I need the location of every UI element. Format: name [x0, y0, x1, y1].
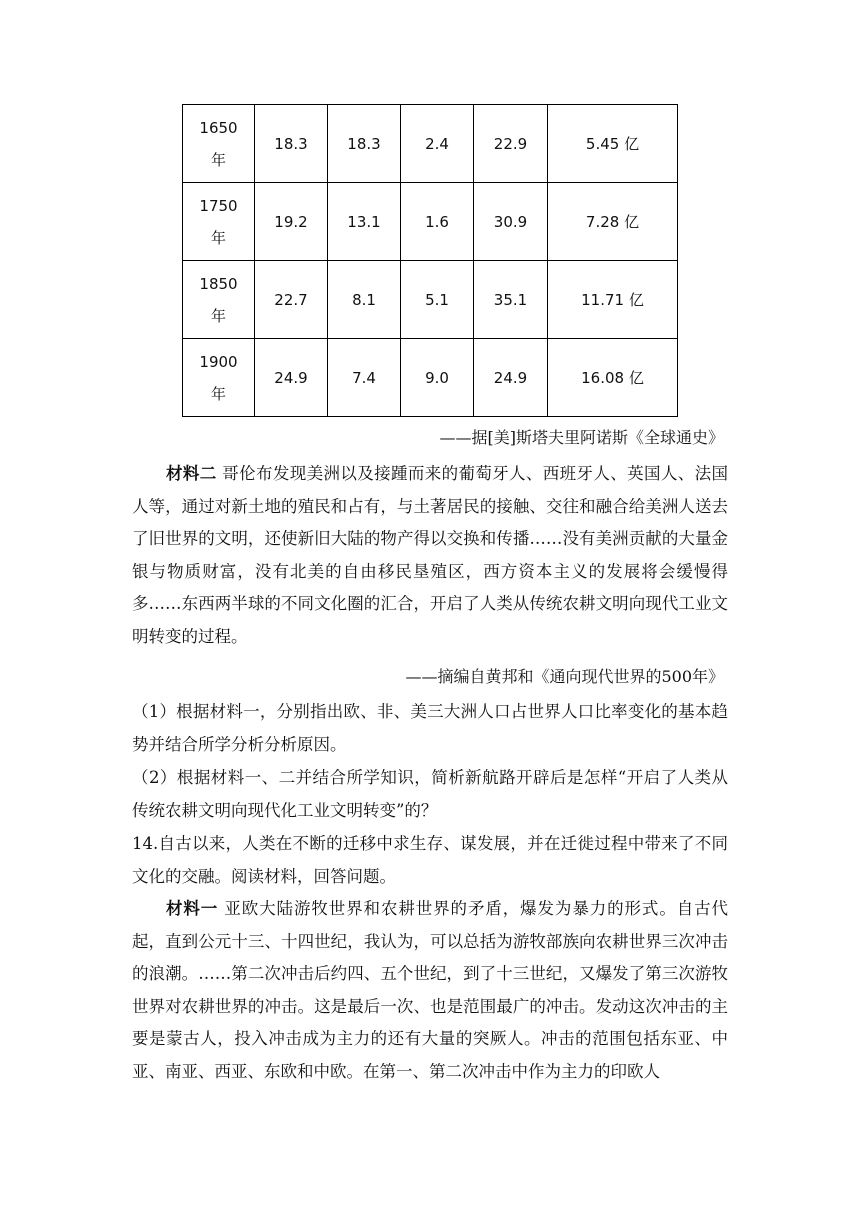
- table-cell: 24.9: [474, 339, 548, 417]
- table-cell: 18.3: [328, 105, 401, 183]
- total-cell: 7.28 亿: [548, 183, 678, 261]
- material-two: [132, 458, 728, 653]
- table-cell: 24.9: [255, 339, 328, 417]
- question-14: 14.自古以来，人类在不断的迁移中求生存、谋发展，并在迁徙过程中带来了不同文化的交融。阅读材料，回答问题。: [132, 834, 728, 886]
- table-cell: 9.0: [401, 339, 474, 417]
- table-row: [183, 183, 678, 261]
- material-label: 材料一: [166, 899, 219, 918]
- table-cell: 19.2: [255, 183, 328, 261]
- year-cell: 1750 年: [183, 183, 255, 261]
- table-cell: 2.4: [401, 105, 474, 183]
- material-text: 亚欧大陆游牧世界和农耕世界的矛盾，爆发为暴力的形式。自古代起，直到公元十三、十四世纪，我认为，可以总括为游牧部族向农耕世界三次冲击的浪潮。……第二次冲击后约四、五个世纪，到了十三世纪，又爆发了第三次游牧世界对农耕世界的冲击。这是最后一次、也是范围最广的冲击。发动这次冲击的主要是蒙古人，投入冲击成为主力的还有大量的突厥人。冲击的范围包括东亚、中亚、南亚、西亚、东欧和中欧。在第一、第二次冲击中作为主力的印欧人: [132, 899, 729, 1081]
- table-row: [183, 105, 678, 183]
- question-1: （1）根据材料一，分别指出欧、非、美三大洲人口占世界人口比率变化的基本趋势并结合所学分析分析原因。: [132, 702, 728, 754]
- year-cell: 1650 年: [183, 105, 255, 183]
- year-cell: 1850 年: [183, 261, 255, 339]
- table-cell: 8.1: [328, 261, 401, 339]
- table-cell: 13.1: [328, 183, 401, 261]
- total-cell: 16.08 亿: [548, 339, 678, 417]
- table-cell: 7.4: [328, 339, 401, 417]
- total-cell: 5.45 亿: [548, 105, 678, 183]
- table-cell: 18.3: [255, 105, 328, 183]
- source-citation: ——据[美]斯塔夫里阿诺斯《全球通史》: [439, 428, 724, 447]
- table-row: [183, 339, 678, 417]
- table-row: [183, 261, 678, 339]
- material-text: 哥伦布发现美洲以及接踵而来的葡萄牙人、西班牙人、英国人、法国人等，通过对新土地的殖民和占有，与土著居民的接触、交往和融合给美洲人送去了旧世界的文明，还使新旧大陆的物产得以交换和传播……没有美洲贡献的大量金银与物质财富，没有北美的自由移民垦殖区，西方资本主义的发展将会缓慢得多……东西两半球的不同文化圈的汇合，开启了人类从传统农耕文明向现代工业文明转变的过程。: [132, 464, 729, 646]
- year-cell: 1900 年: [183, 339, 255, 417]
- table-cell: 22.7: [255, 261, 328, 339]
- table-cell: 1.6: [401, 183, 474, 261]
- material-label: 材料二: [166, 464, 217, 483]
- total-cell: 11.71 亿: [548, 261, 678, 339]
- material-one: [132, 893, 728, 1088]
- table-cell: 35.1: [474, 261, 548, 339]
- table-cell: 30.9: [474, 183, 548, 261]
- population-table: [182, 104, 678, 417]
- table-cell: 22.9: [474, 105, 548, 183]
- table-cell: 5.1: [401, 261, 474, 339]
- source-citation: ——摘编自黄邦和《通向现代世界的500年》: [405, 667, 724, 686]
- question-2: （2）根据材料一、二并结合所学知识，简析新航路开辟后是怎样“开启了人类从传统农耕文明向现代化工业文明转变”的？: [132, 768, 728, 820]
